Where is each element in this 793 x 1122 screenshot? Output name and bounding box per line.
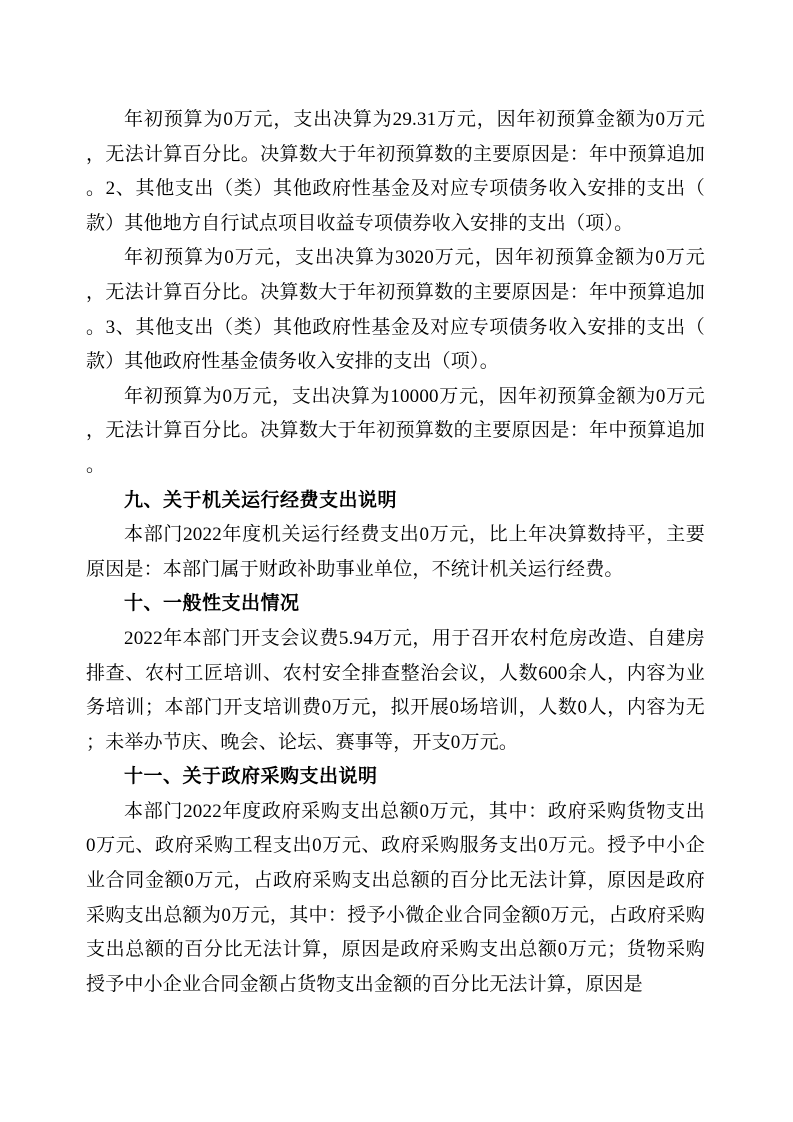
document-line: 本部门2022年度政府采购支出总额0万元，其中：政府采购货物支出 bbox=[124, 800, 705, 822]
document-line: 0万元、政府采购工程支出0万元、政府采购服务支出0万元。授予中小企 bbox=[86, 835, 705, 857]
document-line: 务培训；本部门开支培训费0万元，拟开展0场培训，人数0人，内容为无 bbox=[86, 697, 705, 719]
document-line: ；未举办节庆、晚会、论坛、赛事等，开支0万元。 bbox=[86, 731, 519, 753]
document-line: 年初预算为0万元，支出决算为3020万元，因年初预算金额为0万元 bbox=[124, 247, 705, 269]
document-line: 2022年本部门开支会议费5.94万元，用于召开农村危房改造、自建房 bbox=[124, 627, 705, 649]
document-line: ，无法计算百分比。决算数大于年初预算数的主要原因是：年中预算追加 bbox=[86, 420, 705, 442]
document-line: 款）其他政府性基金债务收入安排的支出（项）。 bbox=[86, 351, 499, 373]
section-heading: 九、关于机关运行经费支出说明 bbox=[124, 489, 398, 511]
section-heading: 十一、关于政府采购支出说明 bbox=[124, 766, 378, 788]
document-line: 业合同金额0万元，占政府采购支出总额的百分比无法计算，原因是政府 bbox=[86, 870, 705, 892]
document-line: 。 bbox=[86, 454, 106, 476]
document-line: ，无法计算百分比。决算数大于年初预算数的主要原因是：年中预算追加 bbox=[86, 143, 705, 165]
section-heading: 十、一般性支出情况 bbox=[124, 593, 300, 615]
document-line: 年初预算为0万元，支出决算为29.31万元，因年初预算金额为0万元 bbox=[124, 109, 705, 130]
document-line: 支出总额的百分比无法计算，原因是政府采购支出总额0万元；货物采购 bbox=[86, 939, 705, 961]
document-line: 授予中小企业合同金额占货物支出金额的百分比无法计算，原因是 bbox=[86, 973, 643, 995]
document-line: 采购支出总额为0万元，其中：授予小微企业合同金额0万元，占政府采购 bbox=[86, 904, 705, 926]
document-line: 本部门2022年度机关运行经费支出0万元，比上年决算数持平，主要 bbox=[124, 524, 705, 546]
document-line: 年初预算为0万元，支出决算为10000万元，因年初预算金额为0万元 bbox=[124, 385, 705, 407]
document-line: 款）其他地方自行试点项目收益专项债券收入安排的支出（项）。 bbox=[86, 212, 634, 234]
document-line: ，无法计算百分比。决算数大于年初预算数的主要原因是：年中预算追加 bbox=[86, 281, 705, 303]
document-body bbox=[86, 103, 705, 1002]
document-line: 原因是：本部门属于财政补助事业单位，不统计机关运行经费。 bbox=[86, 558, 624, 580]
document-line: 排查、农村工匠培训、农村安全排查整治会议，人数600余人，内容为业 bbox=[86, 662, 705, 684]
document-line: 。2、其他支出（类）其他政府性基金及对应专项债务收入安排的支出（ bbox=[86, 178, 705, 200]
document-line: 。3、其他支出（类）其他政府性基金及对应专项债务收入安排的支出（ bbox=[86, 316, 705, 338]
